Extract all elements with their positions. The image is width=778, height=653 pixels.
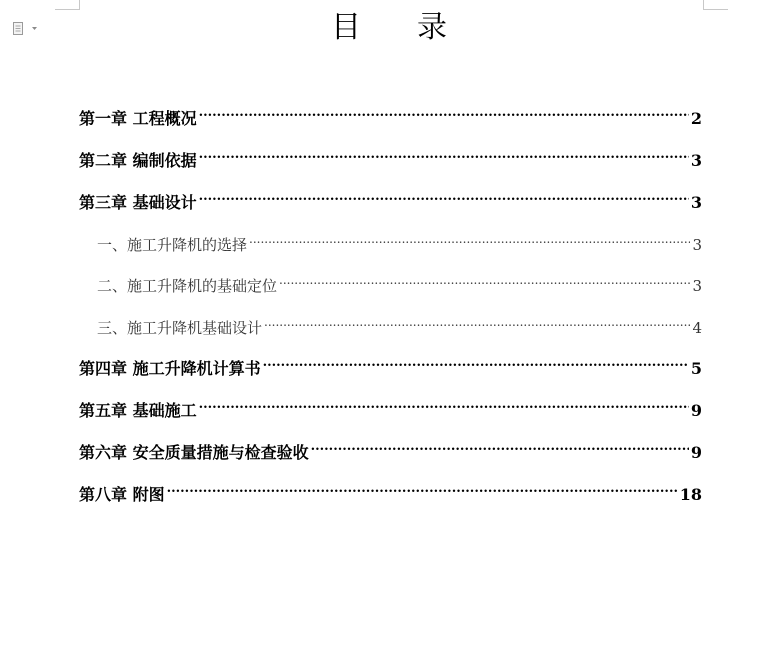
toc-entry-page: 2	[690, 109, 702, 128]
title-char-1: 目	[331, 10, 361, 45]
toc-entry[interactable]	[79, 184, 702, 212]
dot-leader	[199, 142, 689, 166]
toc-entry-label: 第三章 基础设计	[79, 193, 197, 212]
dot-leader	[249, 226, 690, 250]
dot-leader	[311, 434, 689, 458]
dot-leader	[263, 350, 689, 374]
toc-entry-label: 三、施工升降机基础设计	[97, 319, 263, 337]
toc-entry[interactable]	[79, 100, 702, 128]
toc-entry-page: 3	[690, 193, 702, 212]
toc-entry-label: 二、施工升降机的基础定位	[97, 277, 278, 295]
toc-entry-label: 第二章 编制依据	[79, 151, 197, 170]
toc-entry-page: 9	[690, 401, 702, 420]
dot-leader	[264, 309, 690, 333]
page-title	[0, 6, 778, 50]
toc-entry[interactable]	[79, 267, 702, 295]
toc-entry[interactable]	[79, 350, 702, 378]
toc-entry-page: 4	[692, 319, 702, 337]
dot-leader	[199, 392, 689, 416]
dot-leader	[167, 476, 678, 500]
toc-entry[interactable]	[79, 476, 702, 504]
dot-leader	[199, 100, 689, 124]
title-char-2: 录	[417, 10, 447, 45]
toc-entry-label: 一、施工升降机的选择	[97, 236, 248, 254]
toc-entry-page: 3	[692, 277, 702, 295]
toc-entry-page: 3	[692, 236, 702, 254]
toc-entry[interactable]	[79, 226, 702, 254]
toc-entry-page: 5	[690, 359, 702, 378]
toc-entry-label: 第五章 基础施工	[79, 401, 197, 420]
toc-entry[interactable]	[79, 392, 702, 420]
toc-entry-label: 第四章 施工升降机计算书	[79, 359, 261, 378]
dot-leader	[199, 184, 689, 208]
toc-entry[interactable]	[79, 309, 702, 337]
toc-entry[interactable]	[79, 142, 702, 170]
dot-leader	[279, 267, 690, 291]
toc-entry-page: 18	[679, 485, 702, 504]
toc-entry-page: 9	[690, 443, 702, 462]
toc-entry-label: 第八章 附图	[79, 485, 165, 504]
toc-entry-page: 3	[690, 151, 702, 170]
toc-entry-label: 第六章 安全质量措施与检查验收	[79, 443, 309, 462]
toc-entry-label: 第一章 工程概况	[79, 109, 197, 128]
toc-entry[interactable]	[79, 434, 702, 462]
